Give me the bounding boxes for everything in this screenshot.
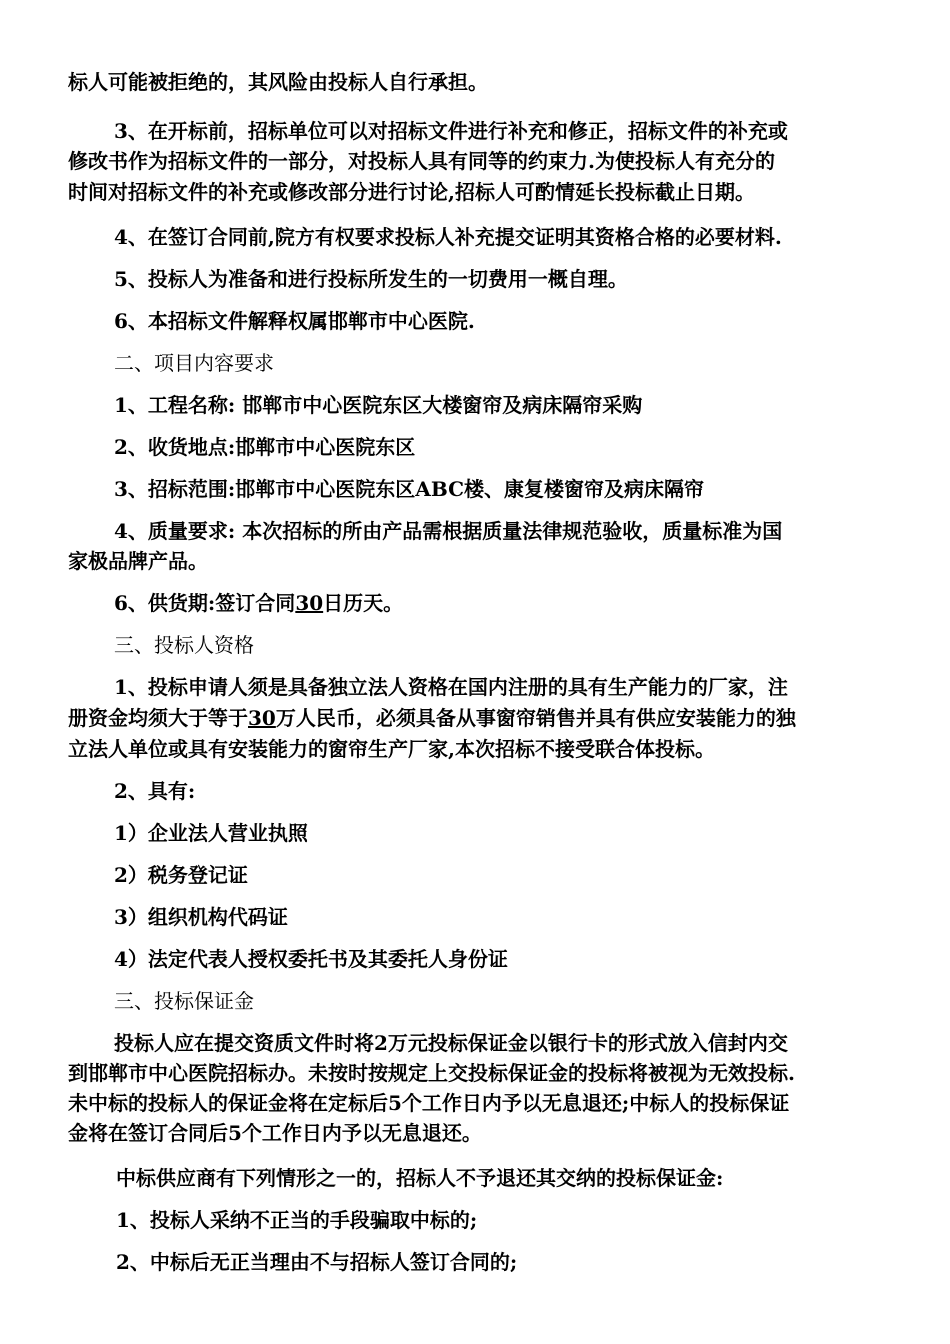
paragraph-line: 4、在签订合同前,院方有权要求投标人补充提交证明其资格合格的必要材料.	[114, 225, 782, 249]
paragraph-line	[68, 702, 888, 734]
text-span: 日历天。	[323, 591, 404, 615]
paragraph-line: 未中标的投标人的保证金将在定标后5个工作日内予以无息退还;中标人的投标保证	[68, 1091, 790, 1115]
paragraph-line: 6、本招标文件解释权属邯郸市中心医院.	[114, 309, 475, 333]
paragraph-line: 家极品牌产品。	[68, 549, 208, 573]
list-item: 2、具有:	[114, 779, 196, 803]
paragraph-line: 到邯郸市中心医院招标办。未按时按规定上交投标保证金的投标将被视为无效投标.	[68, 1061, 795, 1085]
list-item: 1、投标申请人须是具备独立法人资格在国内注册的具有生产能力的厂家，注	[114, 675, 788, 699]
list-item: 1、工程名称: 邯郸市中心医院东区大楼窗帘及病床隔帘采购	[114, 393, 643, 417]
section-heading: 二、项目内容要求	[114, 351, 274, 375]
paragraph-line: 中标供应商有下列情形之一的，招标人不予退还其交纳的投标保证金:	[116, 1166, 724, 1190]
list-item: 4）法定代表人授权委托书及其委托人身份证	[114, 947, 508, 971]
delivery-days: 30	[295, 591, 324, 615]
list-item: 1、投标人采纳不正当的手段骗取中标的;	[116, 1208, 478, 1232]
list-item: 2、收货地点:邯郸市中心医院东区	[114, 435, 416, 459]
paragraph-line: 3、在开标前，招标单位可以对招标文件进行补充和修正，招标文件的补充或	[114, 119, 788, 143]
list-item: 3、招标范围:邯郸市中心医院东区ABC楼、康复楼窗帘及病床隔帘	[114, 477, 705, 501]
text-span: 册资金均须大于等于	[68, 706, 248, 730]
paragraph-line: 时间对招标文件的补充或修改部分进行讨论,招标人可酌情延长投标截止日期。	[68, 180, 755, 204]
paragraph-line: 5、投标人为准备和进行投标所发生的一切费用一概自理。	[114, 267, 628, 291]
paragraph-line: 标人可能被拒绝的，其风险由投标人自行承担。	[68, 70, 488, 94]
paragraph-line: 立法人单位或具有安装能力的窗帘生产厂家,本次招标不接受联合体投标。	[68, 737, 715, 761]
list-item: 4、质量要求: 本次招标的所由产品需根据质量法律规范验收，质量标准为国	[114, 519, 783, 543]
paragraph-line: 金将在签订合同后5个工作日内予以无息退还。	[68, 1121, 482, 1145]
section-heading: 三、投标人资格	[114, 633, 254, 657]
list-item: 1）企业法人营业执照	[114, 821, 308, 845]
text-span: 6、供货期:签订合同	[114, 591, 296, 615]
capital-amount: 30	[248, 706, 276, 730]
section-heading: 三、投标保证金	[114, 989, 254, 1013]
paragraph-line: 投标人应在提交资质文件时将2万元投标保证金以银行卡的形式放入信封内交	[114, 1031, 788, 1055]
text-span: 万人民币，必须具备从事窗帘销售并具有供应安装能力的独	[275, 706, 796, 730]
paragraph-line: 修改书作为招标文件的一部分，对投标人具有同等的约束力.为使投标人有充分的	[68, 149, 775, 173]
list-item	[114, 587, 934, 619]
list-item: 2、中标后无正当理由不与招标人签订合同的;	[116, 1250, 518, 1274]
list-item: 3）组织机构代码证	[114, 905, 288, 929]
list-item: 2）税务登记证	[114, 863, 248, 887]
